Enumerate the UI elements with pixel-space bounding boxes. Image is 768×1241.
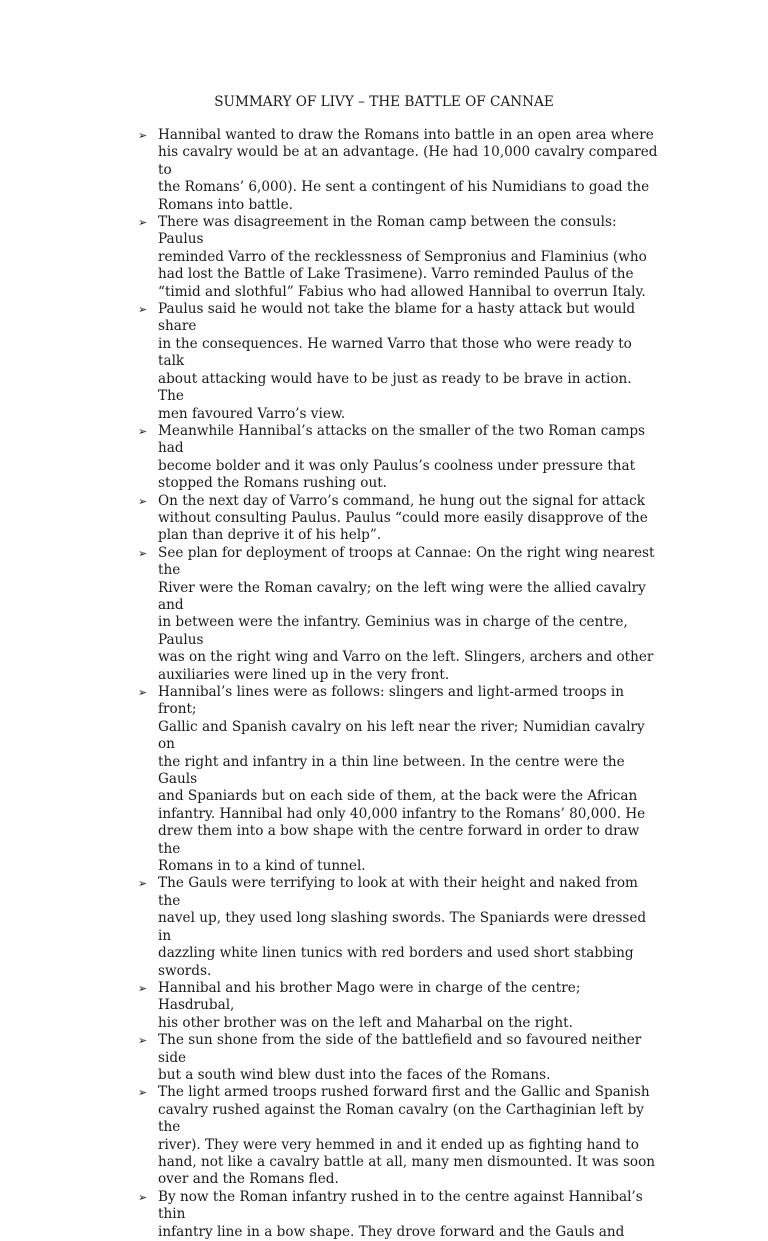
arrowhead-bullet-icon: ➢ <box>138 303 148 317</box>
arrowhead-bullet-icon: ➢ <box>138 1086 148 1100</box>
arrowhead-bullet-icon: ➢ <box>138 494 148 508</box>
page-title: SUMMARY OF LIVY – THE BATTLE OF CANNAE <box>214 94 554 110</box>
list-item <box>138 1084 658 1188</box>
list-item-text: The sun shone from the side of the battlefield and so favoured neither side but a south wind blew dust into the faces of the Romans. <box>158 1032 642 1083</box>
list-item <box>138 1189 658 1241</box>
arrowhead-bullet-icon: ➢ <box>138 424 148 438</box>
list-item <box>138 127 658 214</box>
list-item-text: The light armed troops rushed forward first and the Gallic and Spanish cavalry rushed against the Roman cavalry (on the Carthaginian left by the river). They were very hemmed in and it ended up as fighting hand to hand, not like a cavalry battle at all, many men dismounted. It was soon over and the Romans fled. <box>158 1084 656 1188</box>
arrowhead-bullet-icon: ➢ <box>138 686 148 699</box>
arrowhead-bullet-icon: ➢ <box>138 546 148 560</box>
list-item-text: Paulus said he would not take the blame for a hasty attack but would share in the consequences. He warned Varro that those who were ready to talk about attacking would have to be just as ready to be brave in action. The men favoured Varro’s view. <box>158 301 636 422</box>
bullet-list <box>138 127 658 1241</box>
list-item <box>138 1032 658 1084</box>
list-item <box>138 545 658 684</box>
list-item-text: Hannibal and his brother Mago were in charge of the centre; Hasdrubal, his other brother was on the left and Maharbal on the right. <box>158 979 581 1031</box>
arrowhead-bullet-icon: ➢ <box>138 1190 148 1204</box>
list-item <box>138 684 658 875</box>
list-item-text: Hannibal wanted to draw the Romans into battle in an open area where his cavalry would be at an advantage. (He had 10,000 cavalry compared to the Romans’ 6,000). He sent a contingent of his Numidians to goad the Romans into battle. <box>158 127 658 213</box>
arrowhead-bullet-icon: ➢ <box>138 877 148 891</box>
list-item <box>138 980 658 1032</box>
arrowhead-bullet-icon: ➢ <box>138 1034 148 1048</box>
arrowhead-bullet-icon: ➢ <box>138 981 148 995</box>
arrowhead-bullet-icon: ➢ <box>138 129 148 142</box>
arrowhead-bullet-icon: ➢ <box>138 216 148 230</box>
list-item <box>138 214 658 301</box>
list-item <box>138 875 658 979</box>
list-item-text: The Gauls were terrifying to look at with their height and naked from the navel up, they used long slashing swords. The Spaniards were dressed in dazzling white linen tunics with red borders and used short stabbing swords. <box>158 875 647 979</box>
list-item-text: See plan for deployment of troops at Cannae: On the right wing nearest the River were the Roman cavalry; on the left wing were the allied cavalry and in between were the infantry. Geminius was in charge of the centre, Paulus was on the right wing and Varro on the left. Slingers, archers and other auxiliaries were lined up in the very front. <box>158 544 655 683</box>
list-item <box>138 301 658 423</box>
list-item <box>138 493 658 545</box>
list-item-text: By now the Roman infantry rushed in to the centre against Hannibal’s thin infantry line in a bow shape. They drove forward and the Gauls and <box>158 1188 643 1240</box>
list-item-text: Hannibal’s lines were as follows: slingers and light-armed troops in front; Gallic and Spanish cavalry on his left near the river; Numidian cavalry on the right and infantry in a thin line between. In the centre were the Gauls and Spaniards but on each side of them, at the back were the African infantry. Hannibal had only 40,000 infantry to the Romans’ 80,000. He drew them into a bow shape with the centre forward in order to draw the Romans in to a kind of tunnel. <box>158 684 646 875</box>
list-item-text: Meanwhile Hannibal’s attacks on the smaller of the two Roman camps had become bolder and it was only Paulus’s coolness under pressure that stopped the Romans rushing out. <box>158 422 646 492</box>
list-item <box>138 423 658 493</box>
list-item-text: There was disagreement in the Roman camp between the consuls: Paulus reminded Varro of the recklessness of Sempronius and Flaminius (who had lost the Battle of Lake Trasimene). Varro reminded Paulus of the “timid and slothful” Fabius who had allowed Hannibal to overrun Italy. <box>158 214 647 300</box>
list-item-text: On the next day of Varro’s command, he hung out the signal for attack without consulting Paulus. Paulus “could more easily disapprove of the plan than deprive it of his help”. <box>158 492 648 544</box>
